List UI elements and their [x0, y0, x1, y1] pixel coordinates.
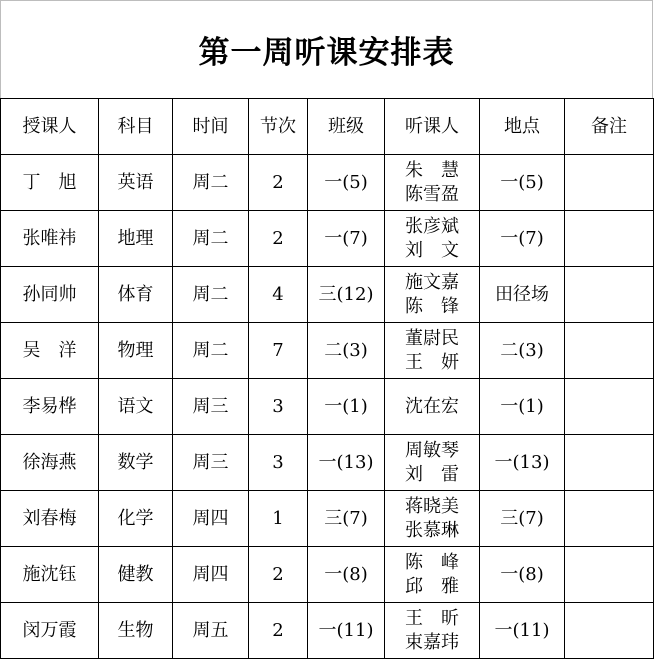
- subject-cell: 体育: [99, 267, 173, 323]
- teacher-cell: 丁 旭: [1, 155, 99, 211]
- listener-name: 董尉民: [405, 327, 459, 349]
- listener-name: 刘 雷: [405, 463, 459, 485]
- listeners-cell: [385, 491, 480, 547]
- listener-name: 陈 锋: [405, 295, 459, 317]
- listener-name: 陈 峰: [405, 551, 459, 573]
- teacher-cell: 施沈钰: [1, 547, 99, 603]
- subject-cell: 物理: [99, 323, 173, 379]
- period-cell: 4: [249, 267, 308, 323]
- title-cell: [0, 0, 653, 98]
- note-cell: [565, 491, 654, 547]
- class-cell: 一(13): [308, 435, 385, 491]
- period-cell: 2: [249, 547, 308, 603]
- day-cell: 周五: [173, 603, 249, 659]
- listener-name: 朱 慧: [405, 159, 459, 181]
- day-cell: 周二: [173, 155, 249, 211]
- place-cell: 田径场: [480, 267, 565, 323]
- note-cell: [565, 547, 654, 603]
- subject-cell: 地理: [99, 211, 173, 267]
- page-title: 第一周听课安排表: [198, 35, 455, 71]
- place-cell: 三(7): [480, 491, 565, 547]
- day-cell: 周三: [173, 435, 249, 491]
- listener-name: 邱 雅: [405, 575, 459, 597]
- place-cell: 一(13): [480, 435, 565, 491]
- table-row: [1, 547, 654, 603]
- listeners-cell: [385, 155, 480, 211]
- header-day: 时间: [173, 99, 249, 155]
- teacher-cell: 徐海燕: [1, 435, 99, 491]
- table-row: [1, 603, 654, 659]
- header-teacher: 授课人: [1, 99, 99, 155]
- subject-cell: 化学: [99, 491, 173, 547]
- table-row: [1, 435, 654, 491]
- class-cell: 三(7): [308, 491, 385, 547]
- teacher-cell: 李易桦: [1, 379, 99, 435]
- day-cell: 周四: [173, 547, 249, 603]
- day-cell: 周三: [173, 379, 249, 435]
- place-cell: 二(3): [480, 323, 565, 379]
- subject-cell: 数学: [99, 435, 173, 491]
- header-class: 班级: [308, 99, 385, 155]
- teacher-cell: 吴 洋: [1, 323, 99, 379]
- note-cell: [565, 435, 654, 491]
- note-cell: [565, 211, 654, 267]
- listeners-cell: [385, 547, 480, 603]
- period-cell: 3: [249, 435, 308, 491]
- place-cell: 一(11): [480, 603, 565, 659]
- table-row: [1, 379, 654, 435]
- listener-name: 王 昕: [405, 607, 459, 629]
- subject-cell: 英语: [99, 155, 173, 211]
- listener-name: 陈雪盈: [405, 183, 459, 205]
- listener-name: 张彦斌: [405, 215, 459, 237]
- header-row: [1, 99, 654, 155]
- place-cell: 一(1): [480, 379, 565, 435]
- listeners-cell: [385, 603, 480, 659]
- header-place: 地点: [480, 99, 565, 155]
- listeners-cell: [385, 323, 480, 379]
- class-cell: 一(7): [308, 211, 385, 267]
- note-cell: [565, 603, 654, 659]
- period-cell: 1: [249, 491, 308, 547]
- class-cell: 二(3): [308, 323, 385, 379]
- listener-name: 周敏琴: [405, 439, 459, 461]
- listener-name: 刘 文: [405, 239, 459, 261]
- note-cell: [565, 155, 654, 211]
- header-period: 节次: [249, 99, 308, 155]
- place-cell: 一(5): [480, 155, 565, 211]
- listener-name: 蒋晓美: [405, 495, 459, 517]
- note-cell: [565, 379, 654, 435]
- day-cell: 周二: [173, 267, 249, 323]
- class-cell: 一(1): [308, 379, 385, 435]
- note-cell: [565, 323, 654, 379]
- table-row: [1, 211, 654, 267]
- day-cell: 周二: [173, 211, 249, 267]
- day-cell: 周二: [173, 323, 249, 379]
- teacher-cell: 张唯祎: [1, 211, 99, 267]
- subject-cell: 语文: [99, 379, 173, 435]
- listeners-cell: [385, 211, 480, 267]
- table-row: [1, 155, 654, 211]
- listener-name: 束嘉玮: [405, 631, 459, 653]
- listener-name: 沈在宏: [405, 395, 459, 417]
- listener-name: 施文嘉: [405, 271, 459, 293]
- listeners-cell: [385, 267, 480, 323]
- listeners-cell: [385, 379, 480, 435]
- teacher-cell: 孙同帅: [1, 267, 99, 323]
- period-cell: 2: [249, 603, 308, 659]
- period-cell: 3: [249, 379, 308, 435]
- listener-name: 张慕琳: [405, 519, 459, 541]
- place-cell: 一(8): [480, 547, 565, 603]
- class-cell: 三(12): [308, 267, 385, 323]
- period-cell: 7: [249, 323, 308, 379]
- teacher-cell: 刘春梅: [1, 491, 99, 547]
- listeners-cell: [385, 435, 480, 491]
- note-cell: [565, 267, 654, 323]
- header-subject: 科目: [99, 99, 173, 155]
- table-row: [1, 323, 654, 379]
- table-row: [1, 491, 654, 547]
- day-cell: 周四: [173, 491, 249, 547]
- class-cell: 一(5): [308, 155, 385, 211]
- header-note: 备注: [565, 99, 654, 155]
- table-row: [1, 267, 654, 323]
- schedule-table: [0, 98, 654, 659]
- place-cell: 一(7): [480, 211, 565, 267]
- class-cell: 一(8): [308, 547, 385, 603]
- period-cell: 2: [249, 211, 308, 267]
- teacher-cell: 闵万霞: [1, 603, 99, 659]
- period-cell: 2: [249, 155, 308, 211]
- subject-cell: 健教: [99, 547, 173, 603]
- listener-name: 王 妍: [405, 351, 459, 373]
- header-listeners: 听课人: [385, 99, 480, 155]
- subject-cell: 生物: [99, 603, 173, 659]
- class-cell: 一(11): [308, 603, 385, 659]
